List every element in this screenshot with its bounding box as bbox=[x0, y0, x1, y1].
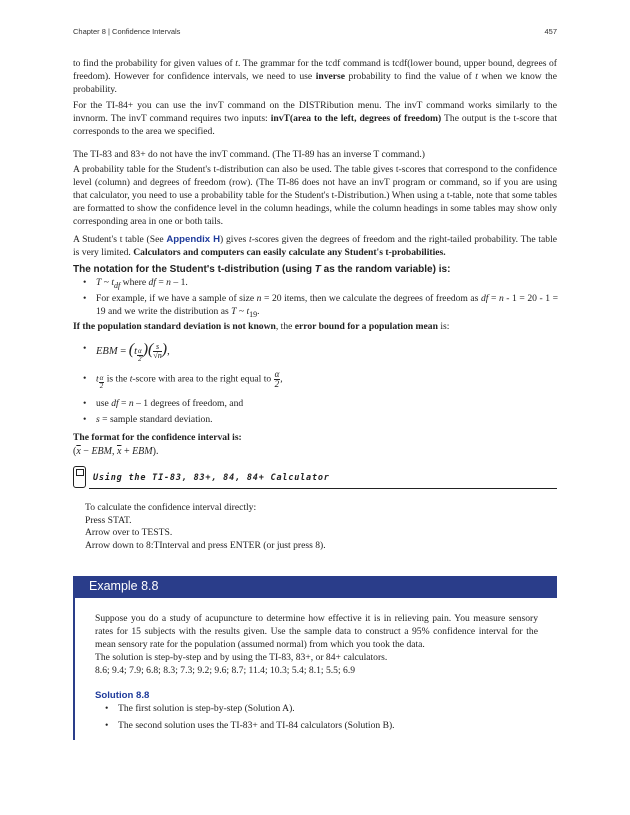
divider bbox=[89, 488, 557, 489]
bullet-t-score: • t $\frac{\alpha}{2}$ is the t-score with area to the right equal to $\frac{\alpha}{2}$ , bbox=[83, 369, 283, 390]
solution-bullet: • The second solution uses the TI-83+ and TI-84 calculators (Solution B). bbox=[105, 720, 395, 731]
running-header-chapter: Chapter 8 | Confidence Intervals bbox=[73, 27, 181, 36]
example-problem: Suppose you do a study of acupuncture to determine how effective it is in relieving pain. You measure sensory rates for 15 subjects with the results given. Use the sample data to construct a 95% confidence interval for the mean sensory rate for the population (assumed normal) from which you took the data. The solution is step-by-step and by using the TI-83, 83+, or 84+ calculators. bbox=[95, 613, 538, 663]
bullet-sample-std: • s = sample standard deviation. bbox=[83, 414, 213, 425]
solution-title: Solution 8.8 bbox=[95, 690, 150, 701]
format-heading: The format for the confidence interval is: bbox=[73, 432, 242, 443]
ebm-heading: If the population standard deviation is not known, the error bound for a population mean is: bbox=[73, 321, 450, 332]
calculator-step: Arrow over to TESTS. bbox=[85, 527, 173, 538]
solution-bullet: • The first solution is step-by-step (Solution A). bbox=[105, 703, 295, 714]
notation-heading: The notation for the Student's t-distribution (using T as the random variable) is: bbox=[73, 264, 451, 275]
paragraph-ti83: The TI-83 and 83+ do not have the invT command. (The TI-89 has an inverse T command.) bbox=[73, 149, 425, 160]
bullet-degrees-of-freedom: • use df = n – 1 degrees of freedom, and bbox=[83, 398, 244, 409]
example-title: Example 8.8 bbox=[89, 579, 159, 593]
calculator-step: To calculate the confidence interval directly: bbox=[85, 502, 257, 513]
calculator-instructions bbox=[85, 502, 545, 552]
bullet-notation-distribution: • T ~ $t_{df}$ where df = n – 1. bbox=[83, 277, 188, 290]
example-left-rule bbox=[73, 598, 75, 740]
calculator-icon bbox=[73, 466, 86, 488]
calculator-section-header bbox=[73, 466, 557, 490]
example-data: 8.6; 9.4; 7.9; 6.8; 8.3; 7.3; 9.2; 9.6; 8.7; 11.4; 10.3; 5.4; 8.1; 5.5; 6.9 bbox=[95, 665, 356, 676]
calculator-section-title: Using the TI-83, 83+, 84, 84+ Calculator bbox=[93, 473, 330, 483]
example-header bbox=[73, 576, 557, 598]
bullet-notation-example: • For example, if we have a sample of size n = 20 items, then we calculate the degrees of freedom as df = n - 1 = 20 - 1 = 19 and we write the distribution as T ~ $t_{19}$. bbox=[83, 293, 558, 319]
calculator-step: Press STAT. bbox=[85, 514, 132, 526]
page-number: 457 bbox=[544, 27, 557, 36]
bullet-ebm-formula: • EBM = (t $\frac{\alpha}{2}$ )( $\frac{s}{√n}$ ), bbox=[83, 338, 558, 362]
paragraph-probability-table: A probability table for the Student's t-distribution can also be used. The table gives t-scores that correspond to the confidence level (column) and degrees of freedom (row). (The TI-86 does not have an invT program or command, so if you are using that calculator, you need to use a probability table for the Student's t-Distribution.) When using a t-table, note that some tables are formatted to show the confidence level in the column headings, while the column headings in some tables may show only corresponding area in one or both tails. bbox=[73, 164, 557, 227]
calculator-step: Arrow down to 8:TInterval and press ENTER (or just press 8). bbox=[85, 539, 326, 551]
paragraph-t-table: A Student's t table (See Appendix H) gives t-scores given the degrees of freedom and the right-tailed probability. The table is very limited. Calculators and computers can easily calculate any Student's t-probabilities. bbox=[73, 234, 557, 258]
confidence-interval-formula: ($\overline{x}$ − EBM, $\overline{x} + EBM$). bbox=[73, 446, 159, 457]
paragraph-invt: For the TI-84+ you can use the invT command on the DISTRibution menu. The invT command works similarly to the invnorm. The invT command requires two inputs: invT(area to the left, degrees of freedom) The output is the t-score that corresponds to the area we specified. bbox=[73, 100, 557, 137]
appendix-h-link[interactable]: Appendix H bbox=[166, 234, 221, 245]
paragraph-tcdf: to find the probability for given values of t. The grammar for the tcdf command is tcdf(lower bound, upper bound, degrees of freedom). However for confidence intervals, we need to use inverse probability to find the value of t when we know the probability. bbox=[73, 58, 557, 95]
ebm-formula: EBM = (t $\frac{\alpha}{2}$ )( $\frac{s}{√n}$ ), bbox=[96, 341, 170, 364]
